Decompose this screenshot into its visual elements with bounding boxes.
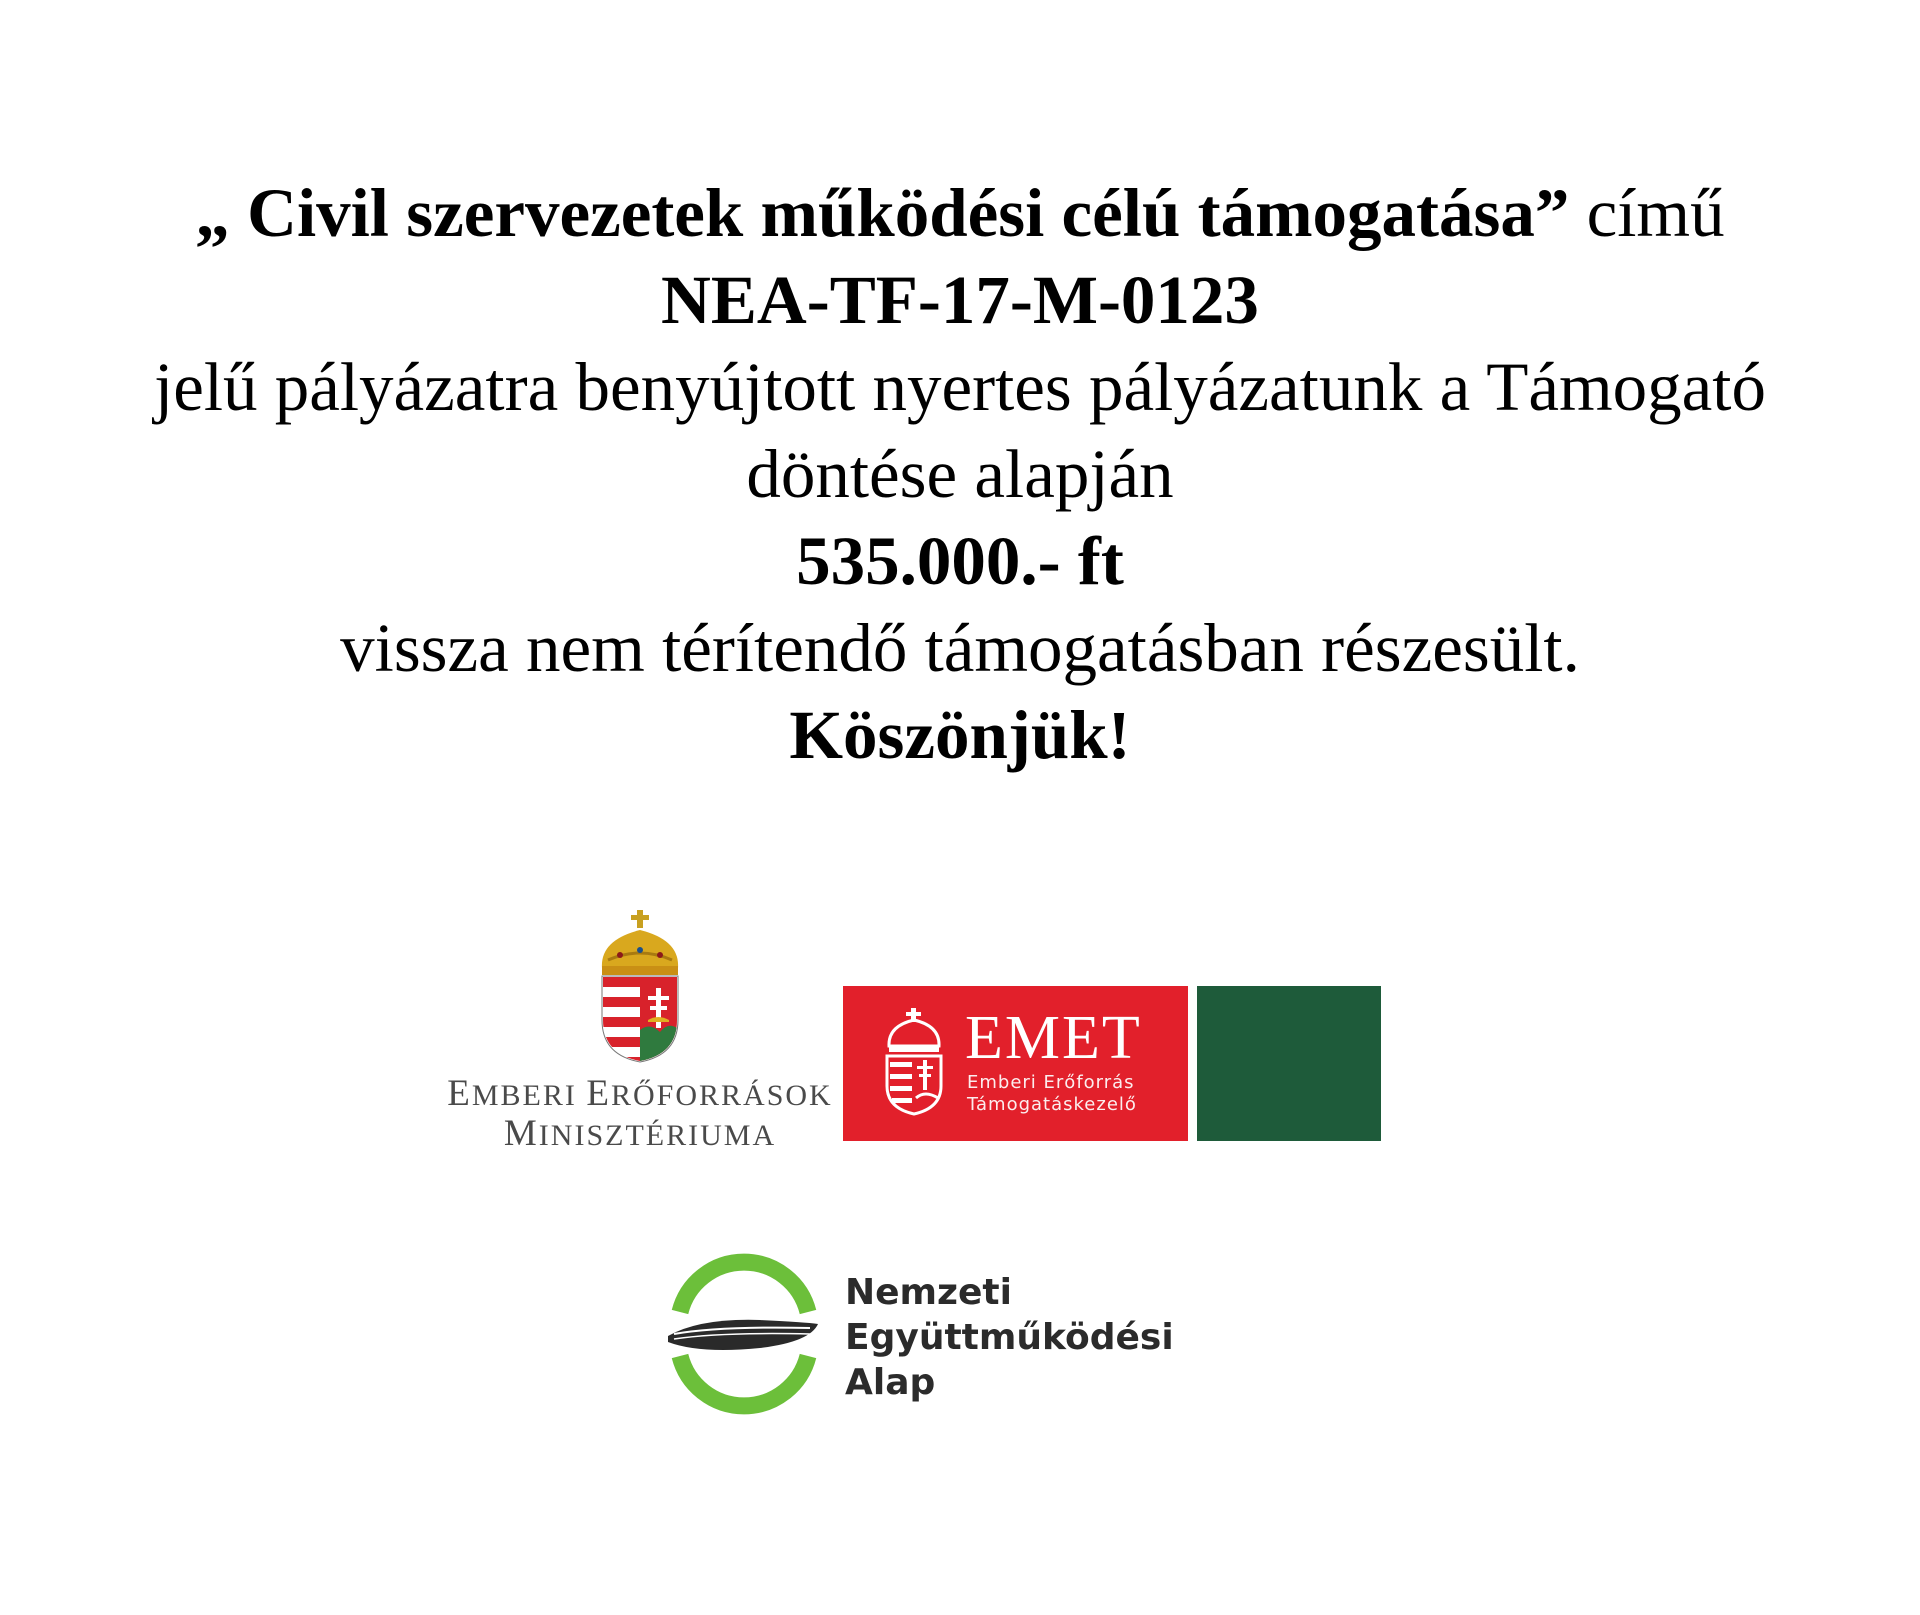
emet-coat-of-arms-icon	[883, 1008, 945, 1118]
hungarian-coat-of-arms-icon	[590, 910, 690, 1070]
emmi-name	[445, 1075, 835, 1155]
announcement-text	[0, 170, 1920, 779]
announcement-line-4: döntése alapján	[746, 436, 1174, 512]
grant-amount: 535.000.- ft	[796, 523, 1124, 599]
emmi-name-line-1: EMBERI ERŐFORRÁSOK	[447, 1073, 833, 1114]
thanks-text: Köszönjük!	[789, 697, 1131, 773]
emmi-name-line-2: MINISZTÉRIUMA	[503, 1113, 777, 1154]
announcement-line-3: jelű pályázatra benyújtott nyertes pályázatunk a Támogató	[154, 349, 1766, 425]
nea-logo	[660, 1250, 1200, 1420]
green-color-block	[1197, 986, 1381, 1141]
announcement-line-1	[0, 170, 1920, 257]
nea-name-line-2: Együttműködési	[845, 1317, 1174, 1358]
announcement-line-6: vissza nem térítendő támogatásban részesült.	[340, 610, 1580, 686]
emet-subtitle-line-2: Támogatáskezelő	[967, 1094, 1137, 1115]
emet-logo	[843, 986, 1188, 1141]
quote-open: „	[195, 175, 248, 251]
emet-title: EMET	[965, 1004, 1142, 1072]
title-suffix: című	[1569, 175, 1725, 251]
program-title: Civil szervezetek működési célú támogatása”	[247, 175, 1570, 251]
nea-name-line-1: Nemzeti	[845, 1272, 1012, 1313]
project-code: NEA-TF-17-M-0123	[661, 262, 1259, 338]
nea-ring-icon	[660, 1250, 820, 1420]
nea-name-line-3: Alap	[845, 1362, 936, 1403]
emet-subtitle-line-1: Emberi Erőforrás	[967, 1072, 1135, 1093]
emet-subtitle	[967, 1072, 1137, 1116]
nea-name	[845, 1270, 1174, 1405]
emmi-logo	[445, 910, 835, 1154]
